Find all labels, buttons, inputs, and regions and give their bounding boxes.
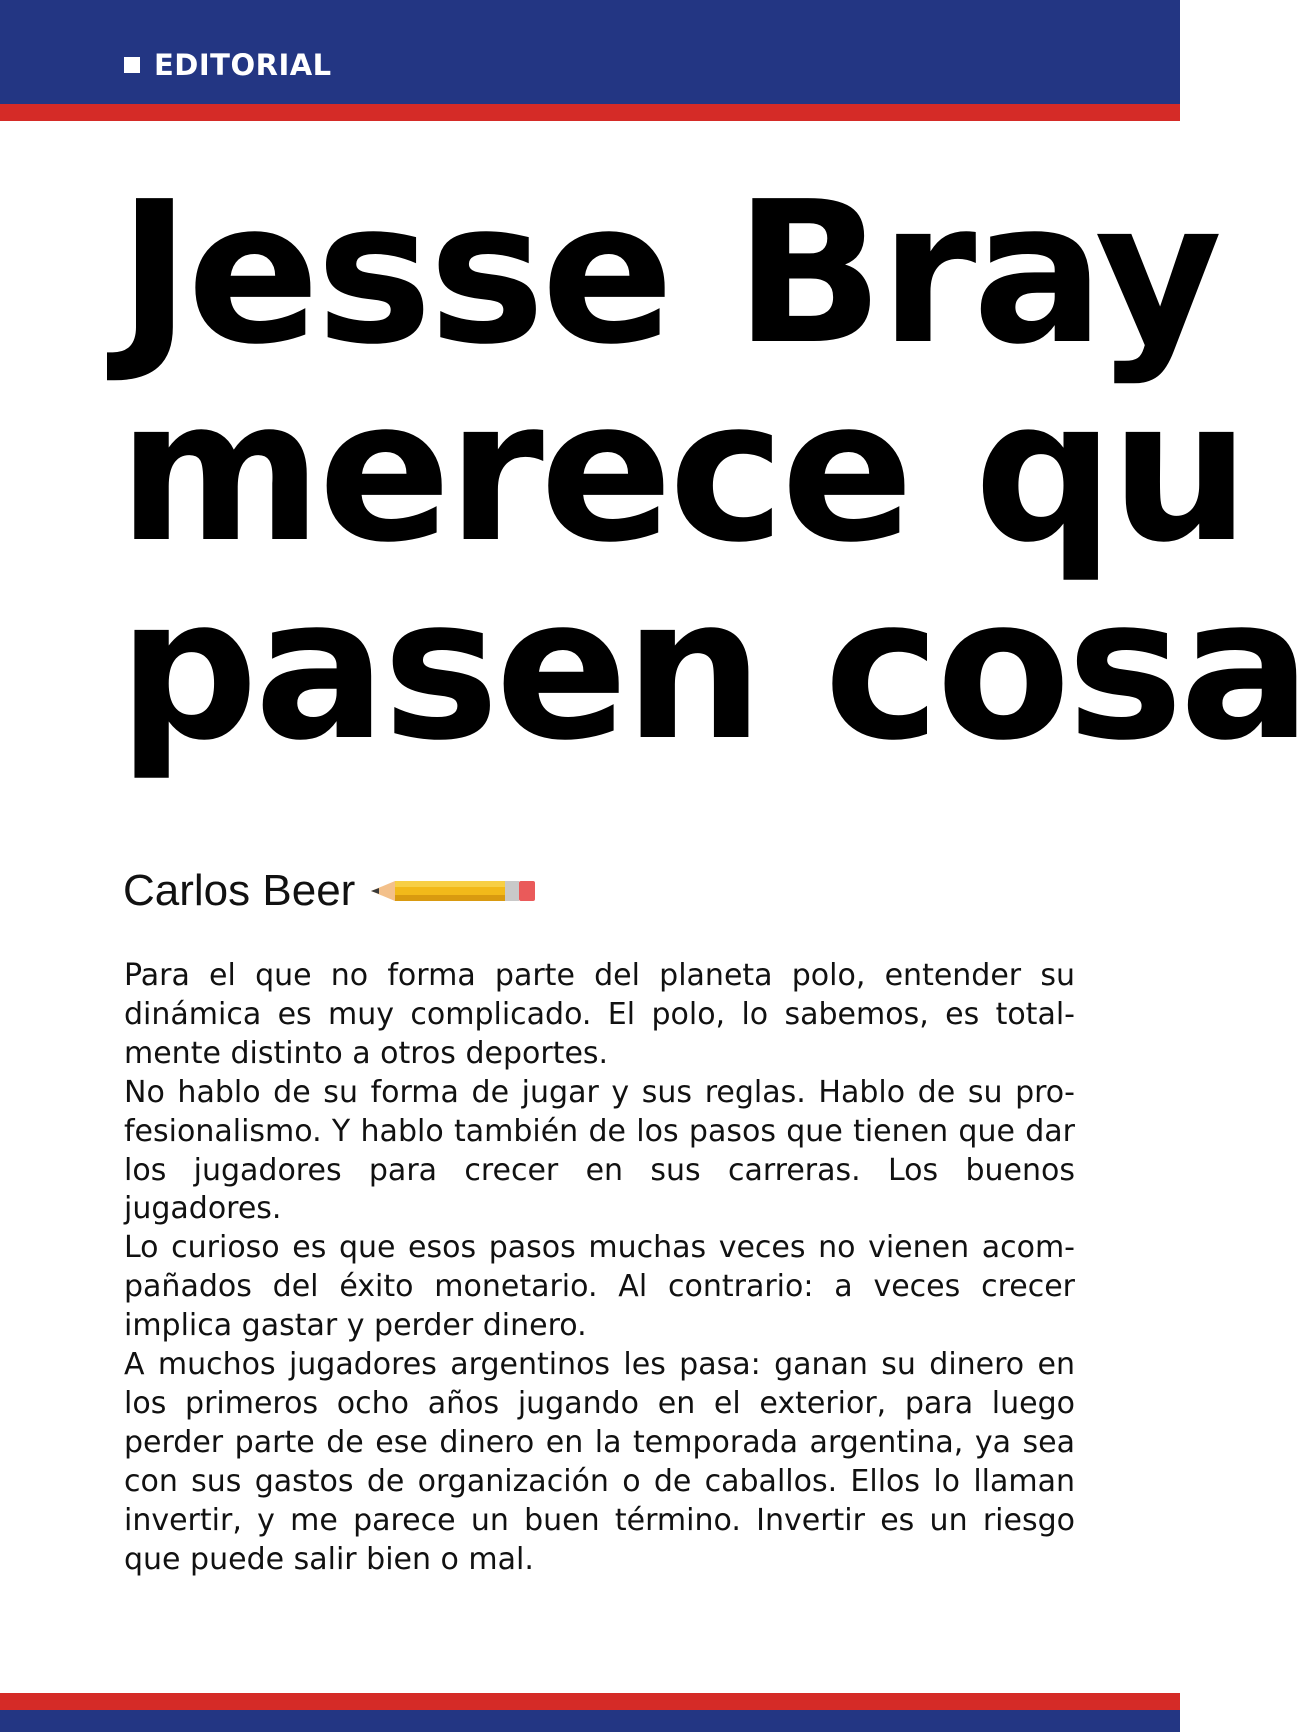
square-bullet-icon (124, 57, 140, 73)
pencil-icon (371, 874, 537, 908)
article-paragraph: Lo curioso es que esos pasos muchas veces no vienen acompañados del éxito monetario. Al contrario: a veces crecer implica gastar y perder dinero. (124, 1230, 1075, 1344)
byline (123, 866, 537, 916)
footer-stripe (0, 1693, 1180, 1710)
article-paragraph: Para el que no forma parte del planeta polo, entender su dinámica es muy complicado. El polo, lo sabemos, es totalmente distinto a otros deportes. (124, 958, 1075, 1071)
footer-band (0, 1710, 1180, 1732)
header-stripe (0, 104, 1180, 121)
headline-line-1: Jesse Bray (118, 160, 1219, 388)
author-name: Carlos Beer (123, 866, 356, 915)
article-paragraph: A muchos jugadores argentinos les pasa: ganan su dinero en los primeros ocho años jugando en el exterior, para luego perder parte de ese dinero en la temporada argentina, ya sea con sus gastos de organización o de caballos. Ellos lo llaman invertir, y me parece un buen término. Invertir es un riesgo que puede salir bien o mal. (124, 1347, 1075, 1577)
article-body (124, 957, 1075, 1580)
headline-line-3: pasen cosa (118, 556, 1308, 784)
section-label (124, 48, 332, 82)
headline-line-2: merece qu (118, 358, 1246, 586)
article-paragraph: No hablo de su forma de jugar y sus reglas. Hablo de su profesionalismo. Y hablo también de los pasos que tienen que dar los jugadores para crecer en sus carreras. Los buenos jugadores. (124, 1074, 1075, 1227)
headline (118, 160, 1308, 784)
section-label-text: EDITORIAL (154, 48, 332, 82)
